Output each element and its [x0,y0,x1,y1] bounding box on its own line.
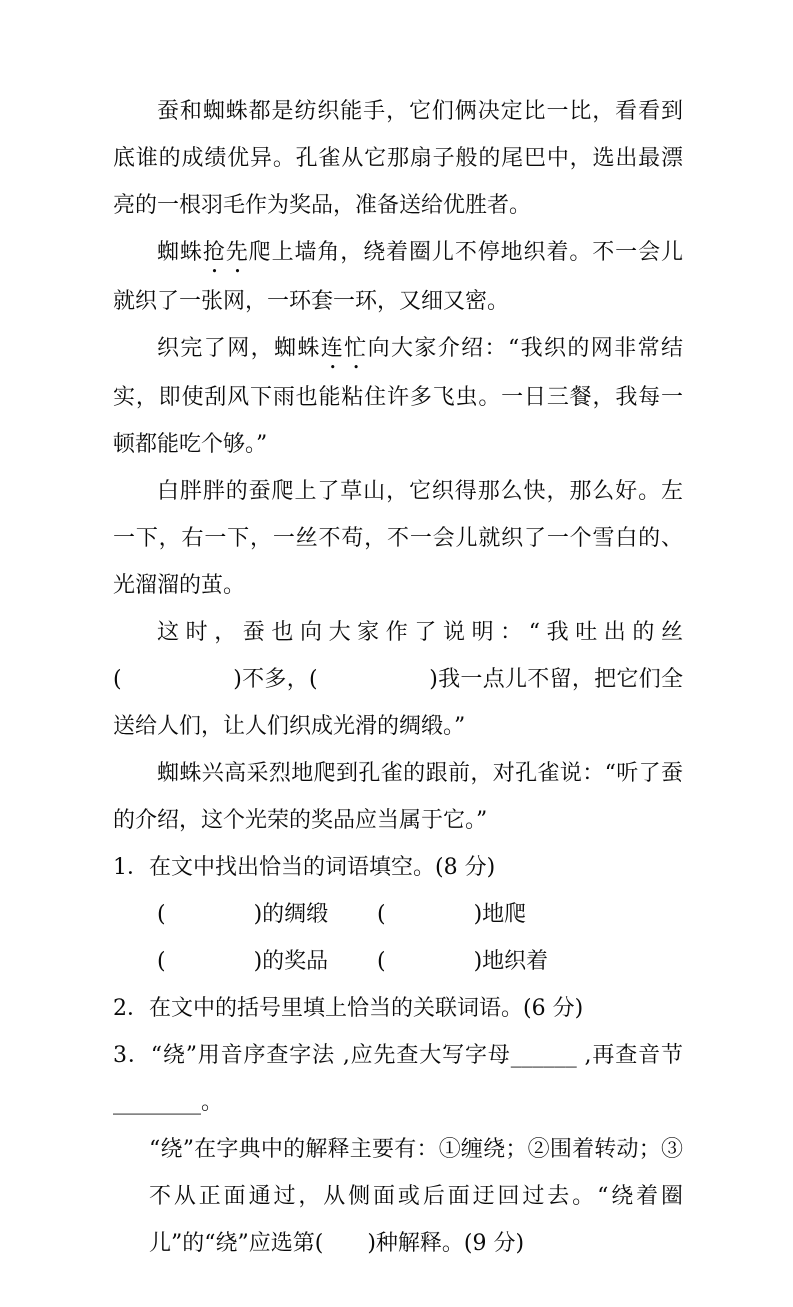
question-1 [113,844,683,985]
question-3-line-2: “绕”在字典中的解释主要有：①缠绕；②围着转动；③不从正面通过，从侧面或后面迂回过去。“绕着圈儿”的“绕”应选第( )种解释。(9 分) [149,1137,683,1256]
story-paragraph-1: 蚕和蜘蛛都是纺织能手，它们俩决定比一比，看看到底谁的成绩优异。孔雀从它那扇子般的尾巴中，选出最漂亮的一根羽毛作为奖品，准备送给优胜者。 [113,99,683,218]
story-paragraph-3-emphasized-word: 连忙 [320,336,368,361]
story-paragraph-3-pre: 织完了网，蜘蛛 [157,336,321,361]
question-1-blank-prize: ( )的奖品 [157,949,329,974]
story-paragraph-2-pre: 蜘蛛 [157,240,203,265]
story-paragraph-2-post: 爬上墙角，绕着圈儿不停地织着。不一会儿就织了一张网，一环套一环，又细又密。 [113,240,683,314]
story-paragraph-5: 这时，蚕也向大家作了说明：“我吐出的丝( )不多，( )我一点儿不留，把它们全送给人们，让人们织成光滑的绸缎。” [113,620,683,739]
question-1-blank-crawl: ( )地爬 [377,902,527,927]
question-1-blank-row-2 [113,938,683,985]
question-3 [113,1032,683,1267]
story-paragraph-3-post: 向大家介绍：“我织的网非常结实，即使刮风下雨也能粘住许多飞虫。一日三餐，我每一顿都能吃个够。” [113,336,683,457]
story-paragraph-6: 蜘蛛兴高采烈地爬到孔雀的跟前，对孔雀说：“听了蚕的介绍，这个光荣的奖品应当属于它。” [113,761,683,833]
question-1-label: 1．在文中找出恰当的词语填空。(8 分) [113,855,496,880]
story-paragraph-2 [113,229,683,325]
question-2-label: 2．在文中的括号里填上恰当的关联词语。(6 分) [113,996,584,1021]
story-paragraph-2-emphasized-word: 抢先 [202,240,249,265]
question-1-blank-weave: ( )地织着 [377,949,549,974]
question-1-blank-silk: ( )的绸缎 [157,902,329,927]
question-2 [113,985,683,1032]
story-paragraph-4: 白胖胖的蚕爬上了草山，它织得那么快，那么好。左一下，右一下，一丝不苟，不一会儿就织了一个雪白的、光溜溜的茧。 [113,479,683,598]
question-3-line-1: 3．“绕”用音序查字法 ,应先查大写字母______ ,再查音节________。 [113,1043,683,1115]
question-1-blank-row-1 [113,891,683,938]
story-paragraph-3 [113,325,683,468]
